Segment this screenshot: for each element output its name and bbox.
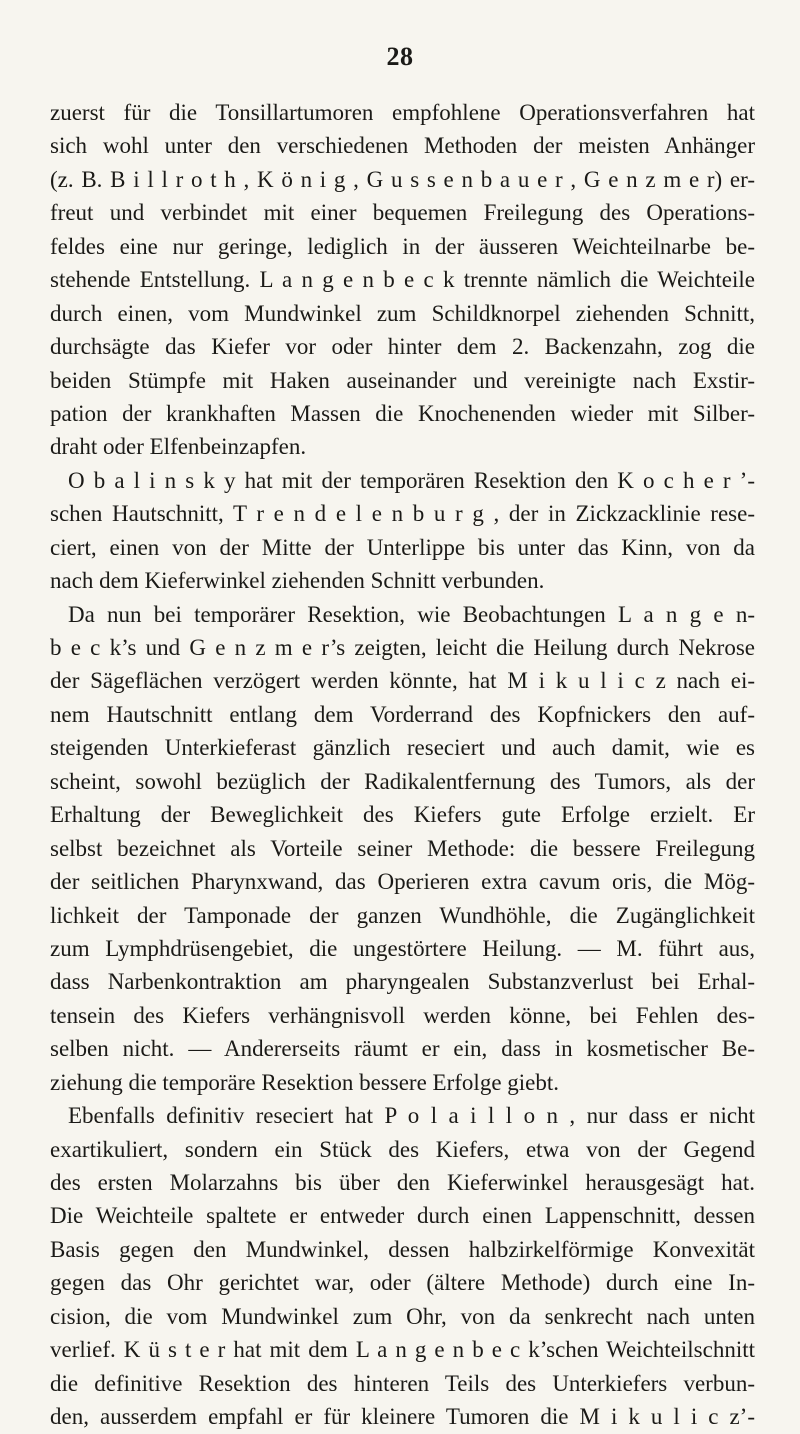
text-line: selben nicht. — Andererseits räumt er ein, dass in kosmetischer Be- bbox=[50, 1036, 755, 1062]
text-line: stehende Entstellung. L a n g e n b e c k trennte nämlich die Weichteile bbox=[50, 267, 755, 293]
text-line: steigenden Unterkieferast gänzlich reseciert und auch damit, wie es bbox=[50, 735, 755, 761]
text-line: Ebenfalls definitiv reseciert hat P o l a i l l o n , nur dass er nicht bbox=[68, 1103, 755, 1129]
text-line: durch einen, vom Mundwinkel zum Schildknorpel ziehenden Schnitt, bbox=[50, 300, 755, 326]
text-line: der seitlichen Pharynxwand, das Operieren extra cavum oris, die Mög- bbox=[50, 869, 755, 895]
text-line: beiden Stümpfe mit Haken auseinander und vereinigte nach Exstir- bbox=[50, 367, 755, 393]
text-line: lichkeit der Tamponade der ganzen Wundhöhle, die Zugänglichkeit bbox=[50, 902, 755, 928]
text-line: dass Narbenkontraktion am pharyngealen Substanzverlust bei Erhal- bbox=[50, 969, 755, 995]
text-line: Da nun bei temporärer Resektion, wie Beobachtungen L a n g e n- bbox=[68, 601, 755, 627]
text-line: die definitive Resektion des hinteren Teils des Unterkiefers verbun- bbox=[50, 1370, 755, 1396]
body-text bbox=[50, 96, 755, 1434]
text-line: ciert, einen von der Mitte der Unterlippe bis unter das Kinn, von da bbox=[50, 534, 755, 560]
text-line: Die Weichteile spaltete er entweder durch einen Lappenschnitt, dessen bbox=[50, 1203, 755, 1229]
text-line: feldes eine nur geringe, lediglich in der äusseren Weichteilnarbe be- bbox=[50, 233, 755, 259]
text-line: schen Hautschnitt, T r e n d e l e n b u r g , der in Zickzacklinie rese- bbox=[50, 501, 755, 527]
text-line: freut und verbindet mit einer bequemen Freilegung des Operations- bbox=[50, 200, 755, 226]
text-line: O b a l i n s k y hat mit der temporären Resektion den K o c h e r ’- bbox=[68, 467, 755, 493]
text-line: nach dem Kieferwinkel ziehenden Schnitt verbunden. bbox=[50, 568, 545, 594]
text-line: nem Hautschnitt entlang dem Vorderrand des Kopfnickers den auf- bbox=[50, 701, 755, 727]
text-line: selbst bezeichnet als Vorteile seiner Methode: die bessere Freilegung bbox=[50, 835, 755, 861]
text-line: sich wohl unter den verschiedenen Methoden der meisten Anhänger bbox=[50, 133, 755, 159]
page-number: 28 bbox=[386, 42, 414, 71]
text-line: pation der krankhaften Massen die Knochenenden wieder mit Silber- bbox=[50, 400, 755, 426]
text-line: (z. B. B i l l r o t h , K ö n i g , G u s s e n b a u e r , G e n z m e r) er- bbox=[50, 166, 755, 192]
text-line: der Sägeflächen verzögert werden könnte, hat M i k u l i c z nach ei- bbox=[50, 668, 755, 694]
text-line: Erhaltung der Beweglichkeit des Kiefers gute Erfolge erzielt. Er bbox=[50, 802, 755, 828]
text-line: ziehung die temporäre Resektion bessere Erfolge giebt. bbox=[50, 1069, 560, 1095]
text-line: verlief. K ü s t e r hat mit dem L a n g e n b e c k’schen Weichteilschnitt bbox=[50, 1337, 755, 1363]
text-line: zum Lymphdrüsengebiet, die ungestörtere Heilung. — M. führt aus, bbox=[50, 935, 755, 961]
text-line: exartikuliert, sondern ein Stück des Kiefers, etwa von der Gegend bbox=[50, 1136, 755, 1162]
text-line: draht oder Elfenbeinzapfen. bbox=[50, 434, 307, 460]
text-line: durchsägte das Kiefer vor oder hinter dem 2. Backenzahn, zog die bbox=[50, 334, 755, 360]
text-line: tensein des Kiefers verhängnisvoll werden könne, bei Fehlen des- bbox=[50, 1002, 755, 1028]
text-line: scheint, sowohl bezüglich der Radikalentfernung des Tumors, als der bbox=[50, 768, 755, 794]
text-line: cision, die vom Mundwinkel zum Ohr, von da senkrecht nach unten bbox=[50, 1303, 755, 1329]
text-line: des ersten Molarzahns bis über den Kieferwinkel herausgesägt hat. bbox=[50, 1170, 755, 1195]
text-line: Basis gegen den Mundwinkel, dessen halbzirkelförmige Konvexität bbox=[50, 1236, 755, 1262]
text-line: zuerst für die Tonsillartumoren empfohlene Operationsverfahren hat bbox=[50, 100, 755, 125]
text-line: gegen das Ohr gerichtet war, oder (ältere Methode) durch eine In- bbox=[50, 1270, 755, 1296]
text-line: den, ausserdem empfahl er für kleinere Tumoren die M i k u l i c z’- bbox=[50, 1404, 755, 1430]
text-line: b e c k’s und G e n z m e r’s zeigten, leicht die Heilung durch Nekrose bbox=[50, 635, 755, 660]
